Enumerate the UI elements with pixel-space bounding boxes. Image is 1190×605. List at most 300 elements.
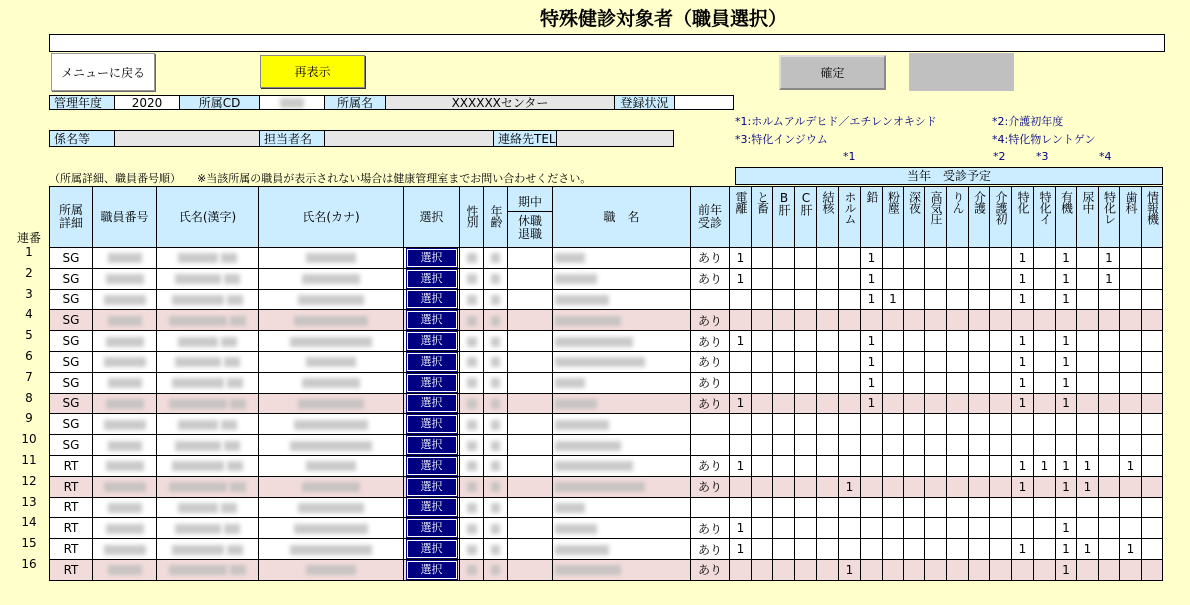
cell-exam[interactable] xyxy=(1012,497,1034,518)
cell-exam[interactable] xyxy=(969,372,990,393)
table-row[interactable] xyxy=(50,539,1163,560)
cell-exam[interactable] xyxy=(990,310,1012,331)
cell-exam[interactable] xyxy=(925,393,947,414)
cell-exam[interactable] xyxy=(1142,476,1163,497)
cell-exam[interactable] xyxy=(795,435,817,456)
cell-exam[interactable]: 1 xyxy=(1012,351,1034,372)
cell-exam[interactable] xyxy=(1077,393,1099,414)
cell-exam[interactable] xyxy=(730,289,752,310)
cell-select[interactable] xyxy=(404,497,460,518)
cell-exam[interactable] xyxy=(969,268,990,289)
cell-exam[interactable] xyxy=(773,497,795,518)
cell-exam[interactable]: 1 xyxy=(1056,393,1077,414)
cell-exam[interactable] xyxy=(839,435,861,456)
cell-exam[interactable] xyxy=(839,310,861,331)
cell-exam[interactable]: 1 xyxy=(1012,393,1034,414)
cell-exam[interactable] xyxy=(752,351,773,372)
cell-exam[interactable] xyxy=(990,289,1012,310)
cell-exam[interactable] xyxy=(1034,414,1056,435)
table-row[interactable] xyxy=(50,248,1163,269)
cell-exam[interactable]: 1 xyxy=(1077,455,1099,476)
cell-exam[interactable] xyxy=(839,518,861,539)
cell-select[interactable] xyxy=(404,268,460,289)
cell-exam[interactable] xyxy=(1120,351,1142,372)
cell-exam[interactable] xyxy=(1012,310,1034,331)
cell-exam[interactable] xyxy=(1012,518,1034,539)
cell-exam[interactable] xyxy=(1099,559,1120,580)
cell-exam[interactable] xyxy=(817,476,839,497)
cell-exam[interactable] xyxy=(969,455,990,476)
cell-exam[interactable] xyxy=(1120,476,1142,497)
cell-exam[interactable] xyxy=(839,289,861,310)
cell-exam[interactable] xyxy=(1099,289,1120,310)
cell-exam[interactable]: 1 xyxy=(1012,268,1034,289)
cell-exam[interactable] xyxy=(730,372,752,393)
cell-exam[interactable] xyxy=(817,289,839,310)
cell-exam[interactable] xyxy=(839,455,861,476)
cell-select[interactable] xyxy=(404,414,460,435)
select-button[interactable]: 選択 xyxy=(407,478,457,496)
cell-exam[interactable] xyxy=(925,331,947,352)
cell-exam[interactable] xyxy=(990,559,1012,580)
cell-exam[interactable] xyxy=(1056,310,1077,331)
table-row[interactable] xyxy=(50,372,1163,393)
cell-select[interactable] xyxy=(404,351,460,372)
cell-exam[interactable] xyxy=(883,268,904,289)
cell-exam[interactable] xyxy=(947,455,969,476)
reload-button[interactable]: 再表示 xyxy=(260,55,365,88)
cell-exam[interactable] xyxy=(925,310,947,331)
cell-exam[interactable] xyxy=(883,248,904,269)
cell-exam[interactable]: 1 xyxy=(1120,455,1142,476)
table-row[interactable] xyxy=(50,393,1163,414)
cell-exam[interactable] xyxy=(1034,435,1056,456)
cell-exam[interactable] xyxy=(947,497,969,518)
cell-exam[interactable] xyxy=(730,476,752,497)
cell-exam[interactable] xyxy=(1077,414,1099,435)
cell-exam[interactable] xyxy=(1099,351,1120,372)
select-button[interactable]: 選択 xyxy=(407,457,457,475)
cell-exam[interactable] xyxy=(925,539,947,560)
cell-exam[interactable] xyxy=(925,289,947,310)
cell-exam[interactable] xyxy=(947,476,969,497)
table-row[interactable] xyxy=(50,351,1163,372)
cell-exam[interactable] xyxy=(925,268,947,289)
cell-exam[interactable] xyxy=(904,310,925,331)
cell-exam[interactable] xyxy=(1099,393,1120,414)
cell-exam[interactable]: 1 xyxy=(861,372,883,393)
cell-exam[interactable]: 1 xyxy=(1099,248,1120,269)
cell-exam[interactable] xyxy=(990,351,1012,372)
cell-exam[interactable] xyxy=(752,476,773,497)
select-button[interactable]: 選択 xyxy=(407,332,457,350)
cell-exam[interactable]: 1 xyxy=(730,331,752,352)
cell-exam[interactable] xyxy=(795,289,817,310)
cell-exam[interactable] xyxy=(795,372,817,393)
table-row[interactable] xyxy=(50,455,1163,476)
cell-exam[interactable] xyxy=(1142,268,1163,289)
select-button[interactable]: 選択 xyxy=(407,311,457,329)
cell-exam[interactable] xyxy=(839,351,861,372)
cell-exam[interactable] xyxy=(1077,351,1099,372)
cell-exam[interactable] xyxy=(817,310,839,331)
cell-exam[interactable] xyxy=(1142,289,1163,310)
select-button[interactable]: 選択 xyxy=(407,353,457,371)
cell-exam[interactable] xyxy=(1099,372,1120,393)
select-button[interactable]: 選択 xyxy=(407,249,457,267)
cell-exam[interactable] xyxy=(773,248,795,269)
cell-exam[interactable] xyxy=(990,372,1012,393)
cell-exam[interactable] xyxy=(1099,331,1120,352)
select-button[interactable]: 選択 xyxy=(407,436,457,454)
cell-exam[interactable] xyxy=(904,268,925,289)
cell-exam[interactable]: 1 xyxy=(1077,539,1099,560)
cell-select[interactable] xyxy=(404,331,460,352)
cell-exam[interactable] xyxy=(752,268,773,289)
cell-exam[interactable] xyxy=(904,476,925,497)
cell-exam[interactable] xyxy=(904,372,925,393)
cell-exam[interactable] xyxy=(839,497,861,518)
cell-exam[interactable] xyxy=(795,414,817,435)
cell-exam[interactable] xyxy=(1120,435,1142,456)
cell-exam[interactable] xyxy=(969,539,990,560)
cell-exam[interactable] xyxy=(947,268,969,289)
cell-exam[interactable] xyxy=(990,518,1012,539)
cell-exam[interactable] xyxy=(773,518,795,539)
table-row[interactable] xyxy=(50,559,1163,580)
cell-exam[interactable] xyxy=(839,372,861,393)
cell-exam[interactable] xyxy=(1012,435,1034,456)
cell-exam[interactable] xyxy=(817,414,839,435)
table-row[interactable] xyxy=(50,435,1163,456)
cell-exam[interactable] xyxy=(839,539,861,560)
cell-exam[interactable] xyxy=(795,559,817,580)
cell-exam[interactable] xyxy=(817,435,839,456)
cell-exam[interactable]: 1 xyxy=(861,331,883,352)
cell-exam[interactable] xyxy=(947,248,969,269)
cell-select[interactable] xyxy=(404,372,460,393)
table-row[interactable] xyxy=(50,497,1163,518)
cell-exam[interactable] xyxy=(752,497,773,518)
cell-exam[interactable] xyxy=(861,455,883,476)
select-button[interactable]: 選択 xyxy=(407,498,457,516)
cell-exam[interactable] xyxy=(817,455,839,476)
cell-exam[interactable]: 1 xyxy=(1056,476,1077,497)
cell-select[interactable] xyxy=(404,435,460,456)
cell-exam[interactable]: 1 xyxy=(1056,539,1077,560)
cell-exam[interactable] xyxy=(730,497,752,518)
cell-exam[interactable] xyxy=(861,518,883,539)
cell-exam[interactable] xyxy=(817,393,839,414)
cell-exam[interactable]: 1 xyxy=(883,289,904,310)
cell-select[interactable] xyxy=(404,248,460,269)
cell-exam[interactable] xyxy=(1120,289,1142,310)
cell-exam[interactable]: 1 xyxy=(730,268,752,289)
cell-exam[interactable] xyxy=(1034,351,1056,372)
cell-exam[interactable] xyxy=(904,497,925,518)
cell-exam[interactable] xyxy=(883,414,904,435)
cell-exam[interactable] xyxy=(904,289,925,310)
cell-exam[interactable]: 1 xyxy=(1077,476,1099,497)
cell-exam[interactable] xyxy=(969,310,990,331)
cell-exam[interactable] xyxy=(773,435,795,456)
cell-exam[interactable] xyxy=(947,351,969,372)
cell-exam[interactable] xyxy=(1099,310,1120,331)
cell-exam[interactable] xyxy=(773,372,795,393)
cell-exam[interactable] xyxy=(1120,414,1142,435)
cell-exam[interactable] xyxy=(1120,268,1142,289)
cell-exam[interactable]: 1 xyxy=(730,455,752,476)
cell-exam[interactable] xyxy=(1077,248,1099,269)
cell-exam[interactable]: 1 xyxy=(1012,289,1034,310)
cell-exam[interactable]: 1 xyxy=(861,351,883,372)
cell-exam[interactable] xyxy=(1034,248,1056,269)
cell-exam[interactable] xyxy=(861,435,883,456)
table-row[interactable] xyxy=(50,414,1163,435)
cell-exam[interactable] xyxy=(904,559,925,580)
cell-select[interactable] xyxy=(404,289,460,310)
cell-exam[interactable] xyxy=(1099,539,1120,560)
cell-exam[interactable] xyxy=(990,435,1012,456)
confirm-button[interactable]: 確定 xyxy=(779,55,886,90)
cell-exam[interactable] xyxy=(969,393,990,414)
cell-exam[interactable] xyxy=(817,497,839,518)
cell-exam[interactable]: 1 xyxy=(1012,476,1034,497)
cell-exam[interactable] xyxy=(1142,351,1163,372)
cell-exam[interactable] xyxy=(730,351,752,372)
cell-exam[interactable] xyxy=(883,351,904,372)
cell-exam[interactable] xyxy=(730,414,752,435)
cell-select[interactable] xyxy=(404,310,460,331)
cell-exam[interactable] xyxy=(773,351,795,372)
cell-exam[interactable] xyxy=(925,476,947,497)
cell-exam[interactable] xyxy=(817,559,839,580)
cell-exam[interactable] xyxy=(839,414,861,435)
cell-exam[interactable] xyxy=(947,310,969,331)
cell-select[interactable] xyxy=(404,476,460,497)
cell-exam[interactable] xyxy=(883,497,904,518)
cell-exam[interactable] xyxy=(1120,393,1142,414)
cell-exam[interactable] xyxy=(969,248,990,269)
cell-exam[interactable] xyxy=(752,393,773,414)
cell-exam[interactable]: 1 xyxy=(1056,455,1077,476)
cell-exam[interactable] xyxy=(947,539,969,560)
cell-exam[interactable] xyxy=(883,435,904,456)
cell-exam[interactable] xyxy=(861,539,883,560)
cell-exam[interactable] xyxy=(1034,268,1056,289)
cell-exam[interactable] xyxy=(752,331,773,352)
cell-exam[interactable] xyxy=(925,497,947,518)
table-row[interactable] xyxy=(50,268,1163,289)
select-button[interactable]: 選択 xyxy=(407,415,457,433)
cell-exam[interactable] xyxy=(861,497,883,518)
cell-exam[interactable] xyxy=(1099,497,1120,518)
cell-exam[interactable] xyxy=(839,248,861,269)
cell-exam[interactable] xyxy=(795,268,817,289)
cell-exam[interactable] xyxy=(1012,414,1034,435)
cell-exam[interactable] xyxy=(839,393,861,414)
cell-exam[interactable] xyxy=(773,559,795,580)
cell-exam[interactable] xyxy=(1142,518,1163,539)
cell-exam[interactable] xyxy=(1034,289,1056,310)
cell-exam[interactable] xyxy=(925,518,947,539)
cell-exam[interactable] xyxy=(1077,559,1099,580)
cell-select[interactable] xyxy=(404,393,460,414)
cell-exam[interactable] xyxy=(1077,268,1099,289)
select-button[interactable]: 選択 xyxy=(407,374,457,392)
table-row[interactable] xyxy=(50,331,1163,352)
cell-exam[interactable] xyxy=(883,518,904,539)
cell-exam[interactable] xyxy=(752,435,773,456)
cell-exam[interactable]: 1 xyxy=(861,289,883,310)
cell-select[interactable] xyxy=(404,518,460,539)
cell-exam[interactable] xyxy=(925,351,947,372)
cell-exam[interactable] xyxy=(795,455,817,476)
cell-exam[interactable]: 1 xyxy=(1056,372,1077,393)
cell-exam[interactable] xyxy=(990,414,1012,435)
cell-exam[interactable]: 1 xyxy=(1012,248,1034,269)
cell-exam[interactable] xyxy=(773,414,795,435)
cell-exam[interactable] xyxy=(904,393,925,414)
cell-exam[interactable] xyxy=(1056,414,1077,435)
cell-exam[interactable] xyxy=(883,476,904,497)
cell-exam[interactable]: 1 xyxy=(730,539,752,560)
cell-exam[interactable]: 1 xyxy=(839,559,861,580)
cell-exam[interactable] xyxy=(904,455,925,476)
cell-exam[interactable] xyxy=(925,455,947,476)
cell-exam[interactable]: 1 xyxy=(1056,289,1077,310)
cell-exam[interactable]: 1 xyxy=(861,248,883,269)
cell-exam[interactable] xyxy=(1077,497,1099,518)
cell-exam[interactable] xyxy=(947,414,969,435)
cell-exam[interactable] xyxy=(1142,248,1163,269)
cell-exam[interactable] xyxy=(795,331,817,352)
cell-exam[interactable] xyxy=(752,539,773,560)
cell-exam[interactable] xyxy=(1142,372,1163,393)
cell-exam[interactable]: 1 xyxy=(1034,455,1056,476)
cell-exam[interactable]: 1 xyxy=(861,268,883,289)
cell-exam[interactable] xyxy=(969,497,990,518)
cell-exam[interactable] xyxy=(925,372,947,393)
cell-exam[interactable] xyxy=(817,518,839,539)
cell-exam[interactable] xyxy=(1142,414,1163,435)
cell-exam[interactable]: 1 xyxy=(730,248,752,269)
cell-exam[interactable] xyxy=(1077,289,1099,310)
cell-exam[interactable] xyxy=(861,476,883,497)
select-button[interactable]: 選択 xyxy=(407,290,457,308)
cell-exam[interactable] xyxy=(883,331,904,352)
cell-exam[interactable] xyxy=(1012,559,1034,580)
cell-exam[interactable] xyxy=(795,476,817,497)
cell-exam[interactable] xyxy=(925,435,947,456)
cell-exam[interactable] xyxy=(947,435,969,456)
cell-exam[interactable] xyxy=(795,248,817,269)
cell-exam[interactable] xyxy=(883,393,904,414)
cell-exam[interactable] xyxy=(990,455,1012,476)
cell-exam[interactable] xyxy=(752,372,773,393)
cell-exam[interactable] xyxy=(1034,372,1056,393)
cell-exam[interactable] xyxy=(1034,518,1056,539)
cell-exam[interactable] xyxy=(1099,518,1120,539)
cell-exam[interactable] xyxy=(1142,435,1163,456)
cell-exam[interactable] xyxy=(795,351,817,372)
cell-exam[interactable] xyxy=(883,559,904,580)
cell-exam[interactable] xyxy=(883,539,904,560)
cell-exam[interactable] xyxy=(773,393,795,414)
top-input-bar[interactable] xyxy=(49,34,1165,52)
cell-exam[interactable] xyxy=(795,310,817,331)
cell-exam[interactable] xyxy=(861,310,883,331)
cell-exam[interactable] xyxy=(969,289,990,310)
cell-exam[interactable] xyxy=(752,248,773,269)
cell-exam[interactable] xyxy=(1034,393,1056,414)
cell-exam[interactable] xyxy=(904,435,925,456)
table-row[interactable] xyxy=(50,518,1163,539)
select-button[interactable]: 選択 xyxy=(407,540,457,558)
select-button[interactable]: 選択 xyxy=(407,270,457,288)
cell-exam[interactable]: 1 xyxy=(1120,539,1142,560)
cell-exam[interactable] xyxy=(817,331,839,352)
cell-exam[interactable] xyxy=(990,248,1012,269)
cell-exam[interactable]: 1 xyxy=(1056,268,1077,289)
cell-exam[interactable] xyxy=(752,414,773,435)
cell-select[interactable] xyxy=(404,455,460,476)
cell-exam[interactable] xyxy=(817,372,839,393)
cell-exam[interactable] xyxy=(883,455,904,476)
cell-exam[interactable] xyxy=(1120,310,1142,331)
cell-exam[interactable] xyxy=(904,518,925,539)
cell-exam[interactable] xyxy=(1099,476,1120,497)
cell-exam[interactable] xyxy=(817,268,839,289)
cell-exam[interactable] xyxy=(969,331,990,352)
cell-exam[interactable] xyxy=(773,539,795,560)
cell-exam[interactable] xyxy=(752,518,773,539)
cell-exam[interactable] xyxy=(1142,331,1163,352)
cell-exam[interactable] xyxy=(1120,518,1142,539)
cell-exam[interactable]: 1 xyxy=(1012,331,1034,352)
cell-exam[interactable] xyxy=(904,331,925,352)
cell-exam[interactable]: 1 xyxy=(1056,351,1077,372)
cell-exam[interactable]: 1 xyxy=(1056,518,1077,539)
cell-exam[interactable] xyxy=(773,268,795,289)
cell-exam[interactable] xyxy=(773,289,795,310)
cell-exam[interactable] xyxy=(839,268,861,289)
cell-exam[interactable]: 1 xyxy=(1012,539,1034,560)
cell-exam[interactable] xyxy=(795,539,817,560)
cell-exam[interactable] xyxy=(795,518,817,539)
cell-exam[interactable]: 1 xyxy=(839,476,861,497)
cell-exam[interactable] xyxy=(839,331,861,352)
cell-exam[interactable] xyxy=(1120,559,1142,580)
cell-exam[interactable] xyxy=(947,559,969,580)
cell-exam[interactable] xyxy=(730,559,752,580)
cell-exam[interactable] xyxy=(752,310,773,331)
cell-exam[interactable]: 1 xyxy=(1012,455,1034,476)
cell-exam[interactable] xyxy=(904,351,925,372)
cell-exam[interactable] xyxy=(752,455,773,476)
cell-exam[interactable] xyxy=(1034,559,1056,580)
cell-exam[interactable] xyxy=(904,539,925,560)
cell-exam[interactable] xyxy=(990,268,1012,289)
cell-exam[interactable] xyxy=(795,393,817,414)
cell-exam[interactable] xyxy=(1077,372,1099,393)
cell-exam[interactable]: 1 xyxy=(861,393,883,414)
cell-exam[interactable]: 1 xyxy=(730,518,752,539)
cell-select[interactable] xyxy=(404,559,460,580)
cell-select[interactable] xyxy=(404,539,460,560)
cell-exam[interactable] xyxy=(817,248,839,269)
cell-exam[interactable] xyxy=(730,310,752,331)
